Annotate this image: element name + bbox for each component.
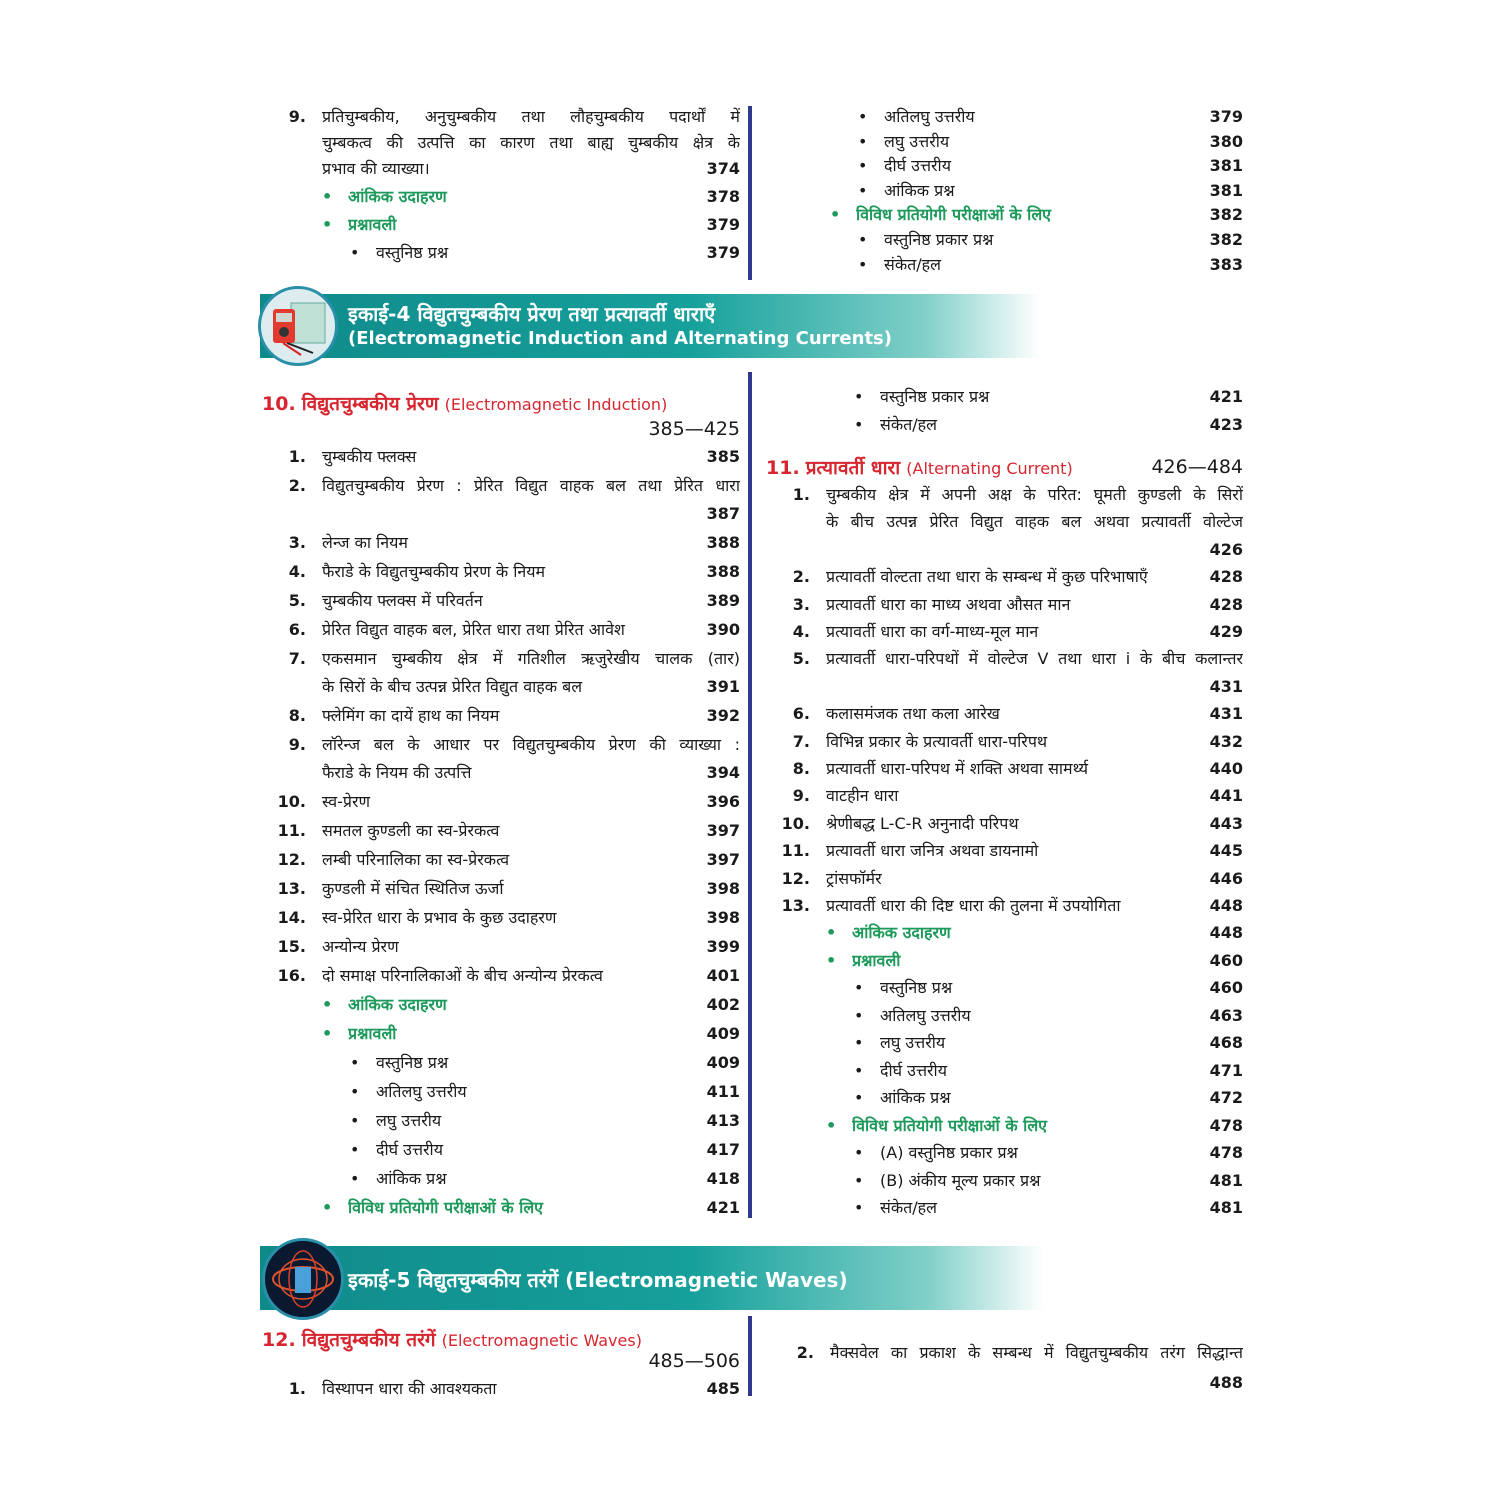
entry-text: वस्तुनिष्ठ प्रकार प्रश्न [884,230,994,249]
entry-text: श्रेणीबद्ध L-C-R अनुनादी परिपथ [826,813,1019,833]
entry-text: प्रभाव की व्याख्या। [322,159,430,178]
entry-text: अन्योन्य प्रेरण [322,937,399,956]
entry-page: 402 [706,995,740,1014]
entry-page: 448 [1209,896,1243,915]
bullet-icon: • [350,1082,360,1101]
bullet-icon: • [858,156,868,176]
entry-text: संकेत/हल [884,254,941,274]
entry-text: आंकिक उदाहरण [348,995,447,1014]
entry-page: 443 [1209,813,1243,833]
entry-text: के बीच उत्पन्न प्रेरित विद्युत वाहक बल अथवा प्रत्यावर्ती वोल्टेज [826,512,1243,532]
entry-text: प्रत्यावर्ती धारा जनित्र अथवा डायनामो [826,841,1039,861]
entry-text: समतल कुण्डली का स्व-प्रेरकत्व [322,821,500,840]
bullet-icon: • [854,978,864,998]
entry-number: 16. [277,966,306,985]
chapter-title: प्रत्यावर्ती धारा [805,457,901,479]
entry-number: 10. [781,813,810,833]
entry-text: फैराडे के नियम की उत्पत्ति [322,763,472,782]
entry-page: 485 [706,1379,740,1398]
bullet-icon: • [350,1140,360,1159]
chapter10-heading[interactable] [262,390,740,416]
chapter-number: 12. [262,1329,296,1351]
entry-text: चुम्बकीय फ्लक्स में परिवर्तन [322,591,483,610]
entry-page: 409 [706,1053,740,1072]
entry-text: प्रत्यावर्ती वोल्टता तथा धारा के सम्बन्ध में कुछ परिभाषाएँ [826,567,1148,587]
entry-page: 418 [706,1169,740,1188]
entry-page: 448 [1209,923,1243,943]
top-right-column [770,104,1243,280]
entry-page: 399 [706,937,740,956]
unit4-title-hindi: इकाई-4 विद्युतचुम्बकीय प्रेरण तथा प्रत्यावर्ती धाराएँ [348,302,716,326]
unit4-title-english: (Electromagnetic Induction and Alternating Currents) [348,328,892,349]
unit5-title: इकाई-5 विद्युतचुम्बकीय तरंगें (Electromagnetic Waves) [348,1268,848,1292]
chapter-number: 11. [766,457,800,479]
entry-page: 468 [1209,1033,1243,1053]
entry-number: 3. [792,594,810,614]
bullet-icon: • [858,107,868,126]
entry-number: 9. [288,107,306,126]
entry-page: 382 [1209,205,1243,225]
entry-page: 441 [1209,786,1243,806]
entry-text: आंकिक उदाहरण [348,187,447,206]
entry-text: वाटहीन धारा [826,786,899,806]
chapter10-column [262,390,740,1220]
entry-text: वस्तुनिष्ठ प्रश्न [376,1053,449,1072]
bullet-icon: • [854,1143,864,1163]
chapter-title-english: (Electromagnetic Waves) [441,1331,642,1350]
entry-text: प्रत्यावर्ती धारा का माध्य अथवा औसत मान [826,594,1071,614]
entry-text: दीर्घ उत्तरीय [376,1140,443,1159]
bullet-icon: • [858,254,868,274]
entry-text: चुम्बकीय फ्लक्स [322,447,417,466]
entry-page: 378 [706,187,740,206]
entry-text: स्व-प्रेरण [322,792,371,811]
entry-number: 8. [792,759,810,778]
multimeter-icon [258,286,338,366]
entry-text: प्रत्यावर्ती धारा-परिपथ में शक्ति अथवा सामर्थ्य [826,759,1089,778]
entry-text: प्रश्नावली [852,950,901,970]
entry-text: कुण्डली में संचित स्थितिज ऊर्जा [322,879,504,898]
bullet-icon: • [854,1088,864,1108]
entry-number: 8. [288,706,306,725]
entry-number: 12. [781,868,810,888]
entry-page: 388 [706,562,740,581]
column-divider [748,106,752,280]
chapter11-heading[interactable] [766,454,1073,480]
chapter12-column [262,1326,740,1406]
entry-text: विद्युतचुम्बकीय प्रेरण : प्रेरित विद्युत वाहक बल तथा प्रेरित धारा [322,476,740,495]
entry-number: 7. [792,731,810,751]
bullet-icon: • [826,1115,837,1135]
entry-text: के सिरों के बीच उत्पन्न प्रेरित विद्युत वाहक बल [322,677,583,696]
entry-text: प्रत्यावर्ती धारा की दिष्ट धारा की तुलना में उपयोगिता [826,896,1121,915]
entry-number: 10. [277,792,306,811]
entry-page: 379 [1209,107,1243,126]
entry-page: 381 [1209,180,1243,200]
bullet-icon: • [858,230,868,249]
entry-page: 391 [706,677,740,696]
entry-page: 421 [706,1198,740,1217]
entry-page: 421 [1209,387,1243,406]
entry-page: 478 [1209,1115,1243,1135]
entry-text: लॉरेन्ज बल के आधार पर विद्युतचुम्बकीय प्रेरण की व्याख्या : [322,735,740,754]
entry-page: 396 [706,792,740,811]
entry-text: विविध प्रतियोगी परीक्षाओं के लिए [852,1115,1048,1135]
entry-number: 12. [277,850,306,869]
entry-number: 4. [792,622,810,641]
entry-page: 478 [1209,1143,1243,1163]
entry-page: 428 [1209,567,1243,587]
entry-text: प्रतिचुम्बकीय, अनुचुम्बकीय तथा लौहचुम्बकीय पदार्थों में [322,107,740,126]
entry-text: फैराडे के विद्युतचुम्बकीय प्रेरण के नियम [322,562,546,581]
entry-page: 379 [706,243,740,262]
entry-text: चुम्बकत्व की उत्पत्ति का कारण तथा बाह्य चुम्बकीय क्षेत्र के [322,133,740,152]
bullet-icon: • [830,205,841,225]
entry-page: 398 [706,879,740,898]
entry-page: 409 [706,1024,740,1043]
entry-page: 394 [706,763,740,782]
chapter-title: विद्युतचुम्बकीय प्रेरण [301,393,439,415]
entry-text: विभिन्न प्रकार के प्रत्यावर्ती धारा-परिपथ [826,731,1048,751]
entry-number: 2. [288,476,306,495]
bullet-icon: • [350,1169,360,1188]
bullet-icon: • [322,1024,333,1043]
chapter12-heading[interactable] [262,1326,642,1352]
entry-page: 401 [706,966,740,985]
entry-text: वस्तुनिष्ठ प्रश्न [880,978,953,998]
chapter-page-range: 385—425 [648,418,740,440]
entry-text: स्व-प्रेरित धारा के प्रभाव के कुछ उदाहरण [322,908,557,927]
entry-number: 7. [288,649,306,668]
chapter-number: 10. [262,393,296,415]
bullet-icon: • [350,243,360,262]
entry-number: 6. [792,704,810,724]
chapter12-right-column [770,1340,1243,1396]
entry-page: 383 [1209,254,1243,274]
entry-number: 14. [277,908,306,927]
entry-number: 9. [288,735,306,754]
entry-page: 460 [1209,950,1243,970]
bullet-icon: • [826,923,837,943]
entry-page: 463 [1209,1005,1243,1025]
entry-page: 389 [706,591,740,610]
em-coil-icon [262,1238,344,1320]
bullet-icon: • [322,187,333,206]
entry-text: प्रेरित विद्युत वाहक बल, प्रेरित धारा तथा प्रेरित आवेश [322,620,625,639]
entry-page: 388 [706,533,740,552]
bullet-icon: • [858,180,868,200]
entry-page: 379 [706,215,740,234]
bullet-icon: • [854,415,864,434]
entry-page: 426 [1209,539,1243,559]
entry-text: अतिलघु उत्तरीय [884,107,975,126]
entry-text: विविध प्रतियोगी परीक्षाओं के लिए [348,1198,544,1217]
entry-number: 4. [288,562,306,581]
entry-page: 398 [706,908,740,927]
entry-page: 397 [706,821,740,840]
entry-text: संकेत/हल [880,415,937,434]
entry-page: 446 [1209,868,1243,888]
entry-page: 460 [1209,978,1243,998]
entry-text: दीर्घ उत्तरीय [884,156,951,176]
entry-page: 423 [1209,415,1243,434]
entry-number: 13. [781,896,810,915]
entry-text: लघु उत्तरीय [884,131,950,151]
entry-text: आंकिक प्रश्न [880,1088,951,1108]
chapter-title-english: (Alternating Current) [906,459,1073,478]
entry-text: मैक्सवेल का प्रकाश के सम्बन्ध में विद्युतचुम्बकीय तरंग सिद्धान्त [830,1343,1243,1362]
entry-page: 385 [706,447,740,466]
bullet-icon: • [854,1060,864,1080]
entry-number: 9. [792,786,810,806]
entry-text: अतिलघु उत्तरीय [880,1005,971,1025]
entry-text: आंकिक प्रश्न [884,180,955,200]
entry-page: 440 [1209,759,1243,778]
entry-text: एकसमान चुम्बकीय क्षेत्र में गतिशील ऋजुरेखीय चालक (तार) [322,649,740,668]
chapter-page-range: 485—506 [648,1350,740,1372]
bullet-icon: • [322,1198,333,1217]
entry-text: कलासमंजक तथा कला आरेख [826,704,1000,724]
entry-number: 2. [792,567,810,587]
entry-text: वस्तुनिष्ठ प्रश्न [376,243,449,262]
entry-page: 471 [1209,1060,1243,1080]
entry-number: 1. [288,1379,306,1398]
entry-text: (B) अंकीय मूल्य प्रकार प्रश्न [880,1170,1041,1190]
entry-page: 382 [1209,230,1243,249]
entry-number: 5. [792,649,810,669]
entry-number: 1. [792,485,810,504]
entry-text: लेन्ज का नियम [322,533,408,552]
entry-number: 2. [796,1343,814,1362]
column-divider [748,1316,752,1396]
entry-text: आंकिक उदाहरण [852,923,951,943]
entry-text: चुम्बकीय क्षेत्र में अपनी अक्ष के परित: घूमती कुण्डली के सिरों [826,485,1243,504]
chapter-page-range: 426—484 [1151,456,1243,478]
entry-text: लघु उत्तरीय [376,1111,442,1130]
entry-number: 3. [288,533,306,552]
unit4-banner [260,294,1040,358]
entry-page: 413 [706,1111,740,1130]
entry-number: 5. [288,591,306,610]
entry-text: लम्बी परिनालिका का स्व-प्रेरकत्व [322,850,510,869]
bullet-icon: • [350,1053,360,1072]
entry-page: 445 [1209,841,1243,861]
entry-text: विविध प्रतियोगी परीक्षाओं के लिए [856,205,1052,225]
entry-page: 481 [1209,1170,1243,1190]
entry-text: दो समाक्ष परिनालिकाओं के बीच अन्योन्य प्रेरकत्व [322,966,603,985]
chapter-title-english: (Electromagnetic Induction) [444,395,668,414]
entry-page: 428 [1209,594,1243,614]
entry-page: 374 [706,159,740,178]
top-left-column [262,104,740,274]
chapter11-column [766,384,1243,1220]
entry-number: 13. [277,879,306,898]
entry-text: आंकिक प्रश्न [376,1169,447,1188]
entry-text: प्रश्नावली [348,1024,397,1043]
entry-page: 387 [706,504,740,523]
bullet-icon: • [858,131,868,151]
entry-page: 429 [1209,622,1243,641]
bullet-icon: • [854,1170,864,1190]
bullet-icon: • [322,215,333,234]
entry-text: प्रश्नावली [348,215,397,234]
bullet-icon: • [854,387,864,406]
bullet-icon: • [854,1005,864,1025]
entry-text: प्रत्यावर्ती धारा का वर्ग-माध्य-मूल मान [826,622,1039,641]
entry-page: 417 [706,1140,740,1159]
entry-page: 472 [1209,1088,1243,1108]
entry-page: 397 [706,850,740,869]
entry-page: 432 [1209,731,1243,751]
entry-page: 411 [706,1082,740,1101]
entry-number: 11. [781,841,810,861]
entry-text: लघु उत्तरीय [880,1033,946,1053]
entry-text: वस्तुनिष्ठ प्रकार प्रश्न [880,387,990,406]
entry-text: दीर्घ उत्तरीय [880,1060,947,1080]
unit5-banner [260,1246,1044,1310]
entry-text: विस्थापन धारा की आवश्यकता [322,1379,497,1398]
entry-number: 6. [288,620,306,639]
bullet-icon: • [350,1111,360,1130]
entry-page: 488 [1209,1373,1243,1392]
entry-number: 15. [277,937,306,956]
entry-page: 390 [706,620,740,639]
entry-page: 431 [1209,676,1243,696]
entry-text: फ्लेमिंग का दायें हाथ का नियम [322,706,500,725]
entry-text: संकेत/हल [880,1198,937,1218]
column-divider [748,372,752,1218]
entry-page: 392 [706,706,740,725]
bullet-icon: • [854,1198,864,1218]
bullet-icon: • [826,950,837,970]
entry-text: (A) वस्तुनिष्ठ प्रकार प्रश्न [880,1143,1018,1163]
entry-number: 1. [288,447,306,466]
entry-page: 381 [1209,156,1243,176]
entry-page: 481 [1209,1198,1243,1218]
bullet-icon: • [854,1033,864,1053]
entry-page: 431 [1209,704,1243,724]
bullet-icon: • [322,995,333,1014]
entry-text: प्रत्यावर्ती धारा-परिपथों में वोल्टेज V तथा धारा i के बीच कलान्तर [826,649,1243,669]
chapter-title: विद्युतचुम्बकीय तरंगें [301,1329,436,1351]
entry-text: ट्रांसफॉर्मर [826,868,882,888]
entry-number: 11. [277,821,306,840]
entry-page: 380 [1209,131,1243,151]
entry-text: अतिलघु उत्तरीय [376,1082,467,1101]
